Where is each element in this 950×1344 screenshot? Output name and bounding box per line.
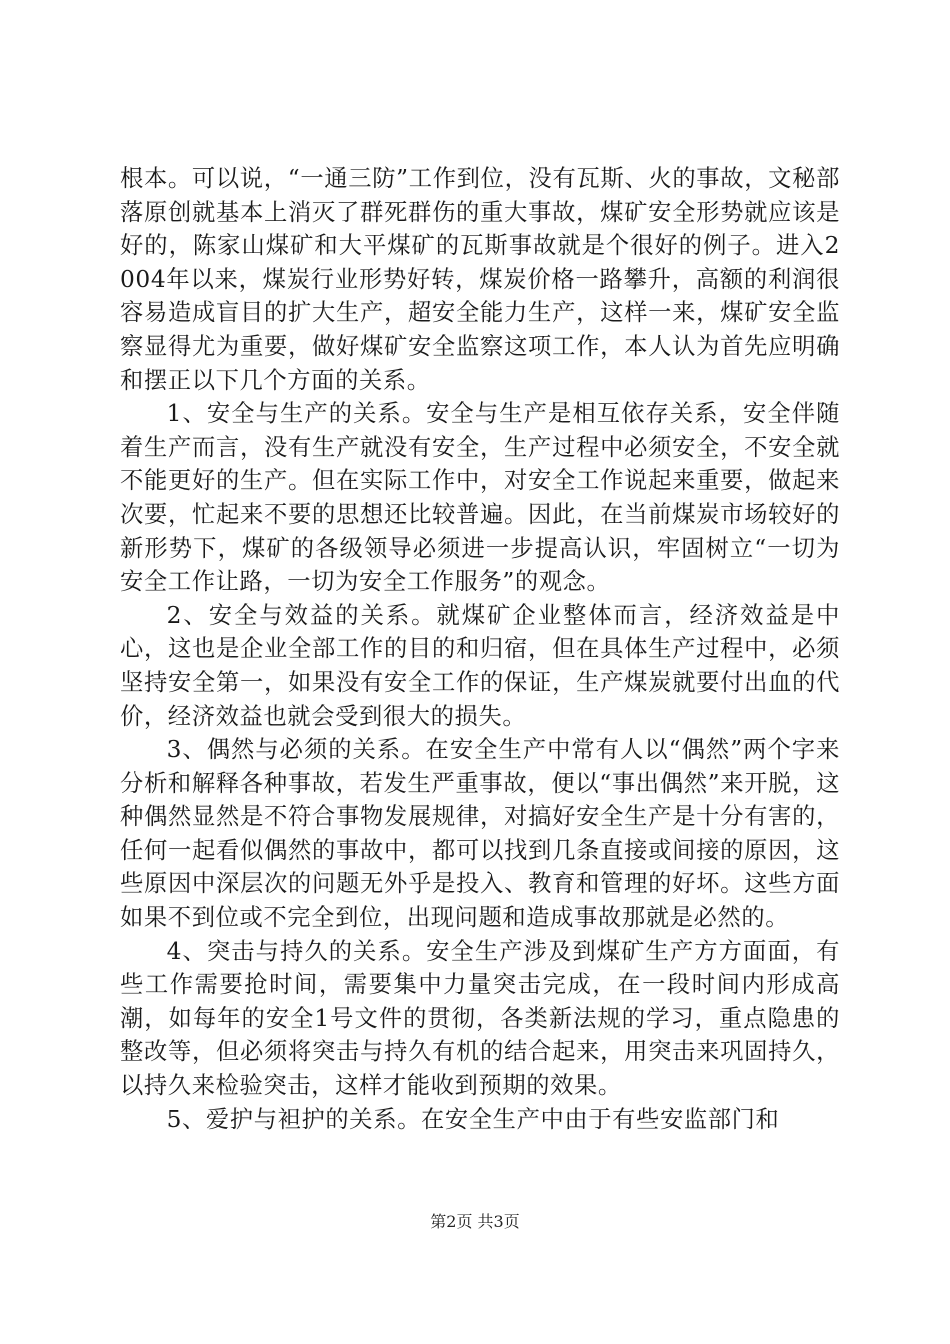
paragraph-care-shelter: 5、爱护与袒护的关系。在安全生产中由于有些安监部门和: [166, 1105, 780, 1133]
document-body: [120, 162, 840, 1136]
page-footer: 第2页 共3页: [430, 1212, 520, 1231]
paragraph-continuation: 根本。可以说，“一通三防”工作到位，没有瓦斯、火的事故，文秘部落原创就基本上消灭了群死群伤的重大事故，煤矿安全形势就应该是好的，陈家山煤矿和大平煤矿的瓦斯事故就是个很好的例子。进入2004年以来，煤炭行业形势好转，煤炭价格一路攀升，高额的利润很容易造成盲目的扩大生产，超安全能力生产，这样一来，煤矿安全监察显得尤为重要，做好煤矿安全监察这项工作，本人认为首先应明确和摆正以下几个方面的关系。: [120, 165, 840, 394]
paragraph-safety-production: 1、安全与生产的关系。安全与生产是相互依存关系，安全伴随着生产而言，没有生产就没有安全，生产过程中必须安全，不安全就不能更好的生产。但在实际工作中，对安全工作说起来重要，做起来次要，忙起来不要的思想还比较普遍。因此，在当前煤炭市场较好的新形势下，煤矿的各级领导必须进一步提高认识，牢固树立“一切为安全工作让路，一切为安全工作服务”的观念。: [120, 400, 840, 596]
paragraph-chance-necessity: 3、偶然与必须的关系。在安全生产中常有人以“偶然”两个字来分析和解释各种事故，若发生严重事故，便以“事出偶然”来开脱，这种偶然显然是不符合事物发展规律，对搞好安全生产是十分有害的，任何一起看似偶然的事故中，都可以找到几条直接或间接的原因，这些原因中深层次的问题无外乎是投入、教育和管理的好坏。这些方面如果不到位或不完全到位，出现问题和造成事故那就是必然的。: [120, 736, 840, 932]
paragraph-safety-benefit: 2、安全与效益的关系。就煤矿企业整体而言，经济效益是中心，这也是企业全部工作的目的和归宿，但在具体生产过程中，必须坚持安全第一，如果没有安全工作的保证，生产煤炭就要付出血的代价，经济效益也就会受到很大的损失。: [120, 601, 840, 730]
paragraph-sprint-persistence: 4、突击与持久的关系。安全生产涉及到煤矿生产方方面面，有些工作需要抢时间，需要集中力量突击完成，在一段时间内形成高潮，如每年的安全1号文件的贯彻，各类新法规的学习，重点隐患的整改等，但必须将突击与持久有机的结合起来，用突击来巩固持久，以持久来检验突击，这样才能收到预期的效果。: [120, 937, 840, 1100]
